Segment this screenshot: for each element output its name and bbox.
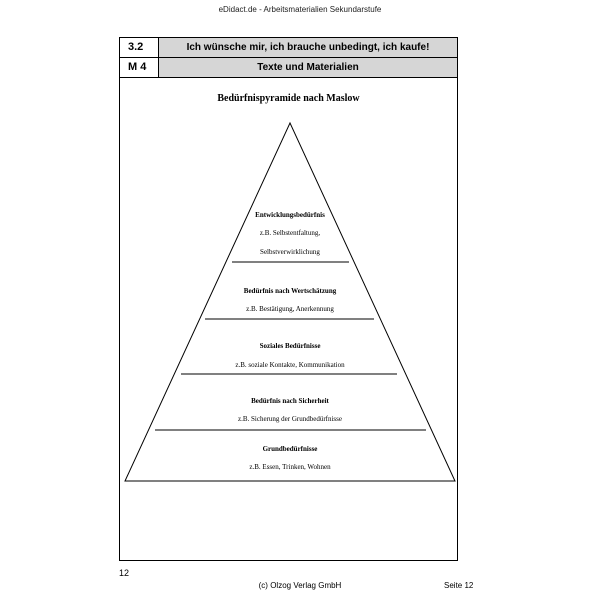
level-4-example: z.B. Sicherung der Grundbedürfnisse: [237, 415, 342, 423]
topic-title: Ich wünsche mir, ich brauche unbedingt, ich kaufe!: [186, 42, 430, 53]
pyramid-title: Bedürfnispyramide nach Maslow: [217, 93, 360, 104]
material-title: Texte und Materialien: [257, 62, 359, 73]
page-number: 12: [119, 568, 130, 578]
material-code: M 4: [120, 58, 159, 77]
topic-code: 3.2: [120, 38, 159, 57]
publisher-credit: (c) Olzog Verlag GmbH: [258, 581, 342, 590]
level-5-title: Grundbedürfnisse: [262, 445, 318, 453]
level-3-title: Soziales Bedürfnisse: [259, 342, 321, 350]
level-4-title: Bedürfnis nach Sicherheit: [251, 397, 329, 405]
page-label: Seite 12: [444, 581, 474, 590]
level-3-example: z.B. soziale Kontakte, Kommunikation: [235, 361, 345, 369]
level-2-example: z.B. Bestätigung, Anerkennung: [246, 305, 334, 313]
pyramid-outline: [125, 123, 455, 481]
level-1-example: z.B. Selbstentfaltung,: [259, 229, 321, 237]
level-5-example: z.B. Essen, Trinken, Wohnen: [249, 463, 331, 471]
level-2-title: Bedürfnis nach Wertschätzung: [243, 287, 337, 295]
page-header: eDidact.de - Arbeitsmaterialien Sekundarstufe: [218, 5, 382, 14]
level-1-title: Entwicklungsbedürfnis: [255, 211, 325, 219]
level-1-example-2: Selbstverwirklichung: [260, 248, 320, 256]
